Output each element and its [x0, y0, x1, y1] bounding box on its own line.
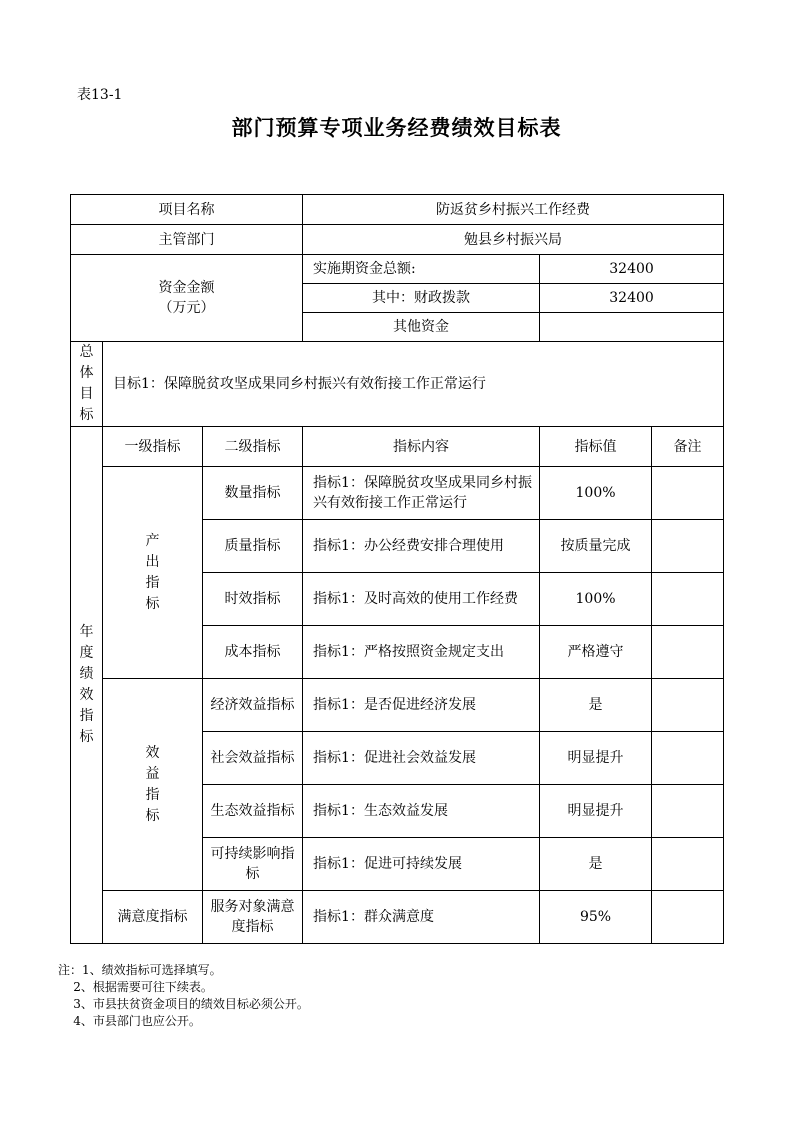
- table-row-secondary: 质量指标: [203, 520, 303, 573]
- header-note: 备注: [652, 427, 724, 467]
- table-row-note: [652, 838, 724, 891]
- table-row-value: 100%: [540, 573, 652, 626]
- output-indicator-label-text: 产出指标: [145, 532, 160, 612]
- note-line: 3、市县扶贫资金项目的绩效目标必须公开。: [58, 997, 309, 1011]
- table-row-value: 100%: [540, 467, 652, 520]
- table-row-value: 明显提升: [540, 785, 652, 838]
- overall-goal-label: [71, 342, 103, 427]
- header-content: 指标内容: [303, 427, 540, 467]
- benefit-indicator-label: [103, 679, 203, 891]
- table-row-value: 是: [540, 838, 652, 891]
- fiscal-funds-value: 32400: [540, 284, 724, 313]
- note-line: 注：1、绩效指标可选择填写。: [58, 963, 222, 977]
- header-value: 指标值: [540, 427, 652, 467]
- funds-label-line1: 资金金额: [158, 280, 215, 296]
- table-row-content: 指标1：生态效益发展: [303, 785, 540, 838]
- funds-label: [71, 255, 303, 342]
- table-row-value: 是: [540, 679, 652, 732]
- project-name-label: 项目名称: [71, 195, 303, 225]
- header-secondary: 二级指标: [203, 427, 303, 467]
- benefit-indicator-label-text: 效益指标: [145, 744, 160, 824]
- department-value: 勉县乡村振兴局: [303, 225, 724, 255]
- table-row-note: [652, 626, 724, 679]
- page-title: 部门预算专项业务经费绩效目标表: [231, 116, 562, 140]
- satisfaction-indicator-label: 满意度指标: [103, 891, 203, 944]
- table-row-value: 按质量完成: [540, 520, 652, 573]
- table-row-secondary: 可持续影响指标: [203, 838, 303, 891]
- table-row-secondary: 成本指标: [203, 626, 303, 679]
- table-row-content: 指标1：是否促进经济发展: [303, 679, 540, 732]
- table-row-secondary: 服务对象满意度指标: [203, 891, 303, 944]
- table-row-content: 指标1：及时高效的使用工作经费: [303, 573, 540, 626]
- notes: [58, 962, 309, 1030]
- table-row-note: [652, 785, 724, 838]
- fiscal-funds-label: 其中：财政拨款: [303, 284, 540, 313]
- total-funds-value: 32400: [540, 255, 724, 284]
- overall-goal-label-text: 总体目标: [79, 344, 94, 423]
- performance-target-table: [70, 194, 724, 944]
- table-row-note: [652, 467, 724, 520]
- table-row-secondary: 社会效益指标: [203, 732, 303, 785]
- department-label: 主管部门: [71, 225, 303, 255]
- project-name-value: 防返贫乡村振兴工作经费: [303, 195, 724, 225]
- header-primary: 一级指标: [103, 427, 203, 467]
- annual-indicators-label-text: 年度绩效指标: [79, 624, 94, 745]
- table-row-secondary: 生态效益指标: [203, 785, 303, 838]
- table-row-note: [652, 679, 724, 732]
- overall-goal-text: 目标1：保障脱贫攻坚成果同乡村振兴有效衔接工作正常运行: [103, 342, 724, 427]
- table-row-value: 严格遵守: [540, 626, 652, 679]
- annual-indicators-label: [71, 427, 103, 944]
- output-indicator-label: [103, 467, 203, 679]
- table-row-content: 指标1：办公经费安排合理使用: [303, 520, 540, 573]
- table-row-value: 95%: [540, 891, 652, 944]
- table-row-content: 指标1：促进可持续发展: [303, 838, 540, 891]
- table-row-secondary: 经济效益指标: [203, 679, 303, 732]
- other-funds-label: 其他资金: [303, 313, 540, 342]
- table-row-note: [652, 520, 724, 573]
- table-number: 表13-1: [77, 87, 123, 103]
- table-row-value: 明显提升: [540, 732, 652, 785]
- table-row-note: [652, 573, 724, 626]
- table-row-content: 指标1：保障脱贫攻坚成果同乡村振兴有效衔接工作正常运行: [303, 467, 540, 520]
- note-line: 2、根据需要可往下续表。: [58, 980, 213, 994]
- note-line: 4、市县部门也应公开。: [58, 1014, 201, 1028]
- table-row-content: 指标1：促进社会效益发展: [303, 732, 540, 785]
- table-row-content: 指标1：严格按照资金规定支出: [303, 626, 540, 679]
- table-row-secondary: 时效指标: [203, 573, 303, 626]
- funds-label-line2: （万元）: [158, 300, 215, 316]
- other-funds-value: [540, 313, 724, 342]
- table-row-secondary: 数量指标: [203, 467, 303, 520]
- table-row-content: 指标1：群众满意度: [303, 891, 540, 944]
- table-row-note: [652, 732, 724, 785]
- total-funds-label: 实施期资金总额:: [303, 255, 540, 284]
- table-row-note: [652, 891, 724, 944]
